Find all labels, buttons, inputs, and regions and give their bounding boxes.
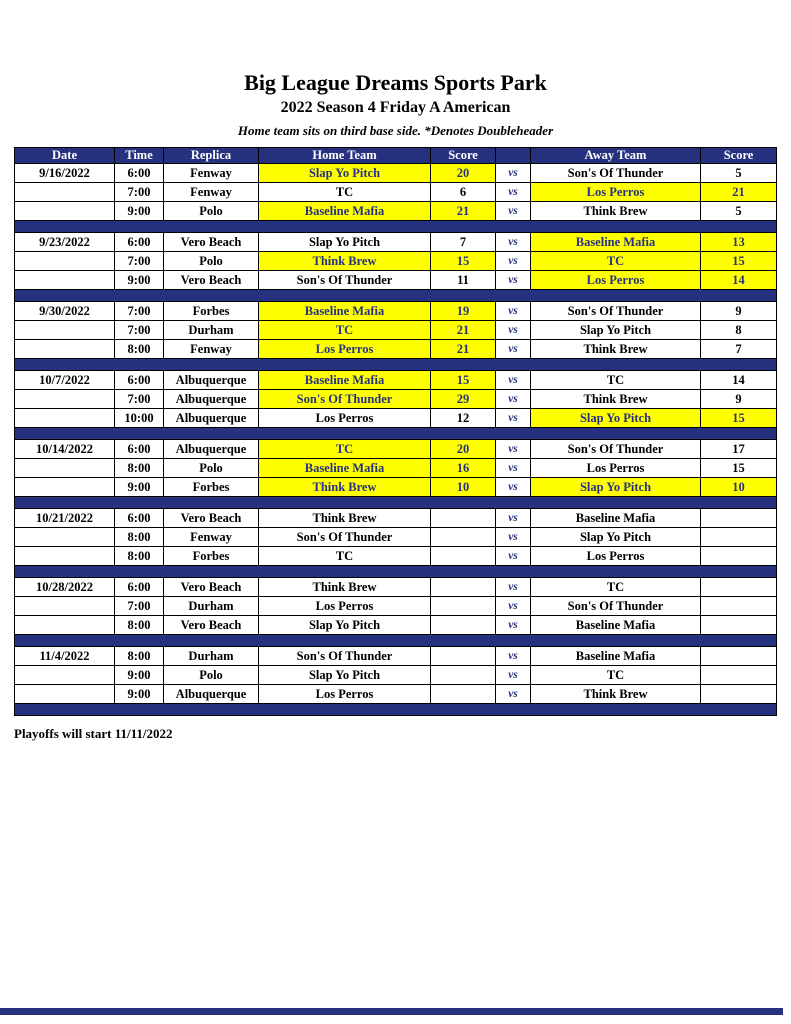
- home-score-cell: [431, 509, 496, 528]
- header-home-team: Home Team: [259, 148, 431, 164]
- week-separator: [15, 221, 777, 233]
- vs-cell: vs: [496, 233, 531, 252]
- away-score-cell: 17: [701, 440, 777, 459]
- home-team-cell: Slap Yo Pitch: [259, 164, 431, 183]
- week-separator: [15, 635, 777, 647]
- replica-cell: Durham: [164, 321, 259, 340]
- away-team-cell: Baseline Mafia: [531, 647, 701, 666]
- game-row: [15, 183, 777, 202]
- header-vs-spacer: [496, 148, 531, 164]
- time-cell: 6:00: [115, 164, 164, 183]
- away-score-cell: [701, 578, 777, 597]
- vs-cell: vs: [496, 183, 531, 202]
- header-row: [15, 148, 777, 164]
- time-cell: 8:00: [115, 459, 164, 478]
- game-row: [15, 321, 777, 340]
- home-team-cell: Think Brew: [259, 252, 431, 271]
- home-score-cell: 11: [431, 271, 496, 290]
- game-row: [15, 164, 777, 183]
- away-score-cell: 5: [701, 164, 777, 183]
- vs-cell: vs: [496, 252, 531, 271]
- away-score-cell: 13: [701, 233, 777, 252]
- bottom-divider-bar: [0, 1008, 783, 1015]
- game-row: [15, 685, 777, 704]
- away-team-cell: TC: [531, 371, 701, 390]
- date-cell: 10/7/2022: [15, 371, 115, 390]
- home-score-cell: 15: [431, 371, 496, 390]
- away-score-cell: [701, 666, 777, 685]
- date-cell: 9/16/2022: [15, 164, 115, 183]
- week-separator-bar: [15, 635, 777, 647]
- home-team-cell: Baseline Mafia: [259, 371, 431, 390]
- week-separator-bar: [15, 359, 777, 371]
- date-cell: [15, 616, 115, 635]
- header-away-score: Score: [701, 148, 777, 164]
- home-score-cell: 21: [431, 202, 496, 221]
- time-cell: 6:00: [115, 440, 164, 459]
- away-score-cell: 15: [701, 459, 777, 478]
- vs-cell: vs: [496, 459, 531, 478]
- game-row: [15, 271, 777, 290]
- time-cell: 9:00: [115, 202, 164, 221]
- away-team-cell: Slap Yo Pitch: [531, 478, 701, 497]
- vs-cell: vs: [496, 440, 531, 459]
- week-separator-bar: [15, 497, 777, 509]
- header-away-team: Away Team: [531, 148, 701, 164]
- home-team-cell: Baseline Mafia: [259, 302, 431, 321]
- date-cell: [15, 340, 115, 359]
- time-cell: 8:00: [115, 616, 164, 635]
- away-score-cell: 14: [701, 271, 777, 290]
- game-row: [15, 509, 777, 528]
- home-team-cell: Slap Yo Pitch: [259, 616, 431, 635]
- away-team-cell: Think Brew: [531, 202, 701, 221]
- time-cell: 7:00: [115, 597, 164, 616]
- week-separator-bar: [15, 704, 777, 716]
- vs-cell: vs: [496, 666, 531, 685]
- home-team-cell: Son's Of Thunder: [259, 390, 431, 409]
- week-separator: [15, 704, 777, 716]
- vs-cell: vs: [496, 528, 531, 547]
- home-score-cell: [431, 528, 496, 547]
- replica-cell: Albuquerque: [164, 409, 259, 428]
- game-row: [15, 578, 777, 597]
- home-score-cell: 19: [431, 302, 496, 321]
- vs-cell: vs: [496, 390, 531, 409]
- away-team-cell: Think Brew: [531, 340, 701, 359]
- away-team-cell: Think Brew: [531, 390, 701, 409]
- vs-cell: vs: [496, 685, 531, 704]
- date-cell: [15, 202, 115, 221]
- vs-cell: vs: [496, 616, 531, 635]
- replica-cell: Fenway: [164, 340, 259, 359]
- home-score-cell: 20: [431, 440, 496, 459]
- home-score-cell: 29: [431, 390, 496, 409]
- vs-cell: vs: [496, 302, 531, 321]
- vs-cell: vs: [496, 409, 531, 428]
- away-score-cell: 8: [701, 321, 777, 340]
- game-row: [15, 390, 777, 409]
- home-score-cell: [431, 647, 496, 666]
- header-home-score: Score: [431, 148, 496, 164]
- home-team-cell: Los Perros: [259, 340, 431, 359]
- replica-cell: Fenway: [164, 164, 259, 183]
- replica-cell: Polo: [164, 666, 259, 685]
- replica-cell: Polo: [164, 202, 259, 221]
- header-time: Time: [115, 148, 164, 164]
- away-score-cell: [701, 547, 777, 566]
- away-score-cell: 9: [701, 390, 777, 409]
- away-team-cell: Baseline Mafia: [531, 233, 701, 252]
- home-score-cell: [431, 578, 496, 597]
- time-cell: 6:00: [115, 233, 164, 252]
- away-score-cell: [701, 685, 777, 704]
- replica-cell: Vero Beach: [164, 616, 259, 635]
- date-cell: 10/28/2022: [15, 578, 115, 597]
- date-cell: [15, 409, 115, 428]
- date-cell: [15, 321, 115, 340]
- date-cell: [15, 597, 115, 616]
- away-score-cell: 5: [701, 202, 777, 221]
- date-cell: [15, 547, 115, 566]
- away-team-cell: Son's Of Thunder: [531, 302, 701, 321]
- week-separator: [15, 290, 777, 302]
- game-row: [15, 252, 777, 271]
- away-team-cell: TC: [531, 252, 701, 271]
- week-separator: [15, 566, 777, 578]
- home-team-cell: Son's Of Thunder: [259, 271, 431, 290]
- time-cell: 7:00: [115, 302, 164, 321]
- game-row: [15, 478, 777, 497]
- date-cell: 11/4/2022: [15, 647, 115, 666]
- away-team-cell: Slap Yo Pitch: [531, 409, 701, 428]
- away-team-cell: Son's Of Thunder: [531, 164, 701, 183]
- away-score-cell: 21: [701, 183, 777, 202]
- away-team-cell: Slap Yo Pitch: [531, 321, 701, 340]
- time-cell: 8:00: [115, 547, 164, 566]
- replica-cell: Polo: [164, 459, 259, 478]
- home-team-cell: TC: [259, 440, 431, 459]
- header-replica: Replica: [164, 148, 259, 164]
- replica-cell: Albuquerque: [164, 685, 259, 704]
- time-cell: 7:00: [115, 252, 164, 271]
- vs-cell: vs: [496, 578, 531, 597]
- home-score-cell: [431, 685, 496, 704]
- game-row: [15, 459, 777, 478]
- away-team-cell: Son's Of Thunder: [531, 440, 701, 459]
- replica-cell: Albuquerque: [164, 390, 259, 409]
- time-cell: 7:00: [115, 321, 164, 340]
- date-cell: 10/21/2022: [15, 509, 115, 528]
- home-team-cell: Los Perros: [259, 597, 431, 616]
- away-team-cell: Son's Of Thunder: [531, 597, 701, 616]
- date-cell: [15, 685, 115, 704]
- week-separator: [15, 428, 777, 440]
- home-team-cell: Slap Yo Pitch: [259, 233, 431, 252]
- replica-cell: Albuquerque: [164, 440, 259, 459]
- playoffs-note: Playoffs will start 11/11/2022: [14, 726, 173, 741]
- away-team-cell: Slap Yo Pitch: [531, 528, 701, 547]
- page-subtitle: 2022 Season 4 Friday A American: [280, 99, 511, 116]
- home-score-cell: [431, 547, 496, 566]
- away-score-cell: 15: [701, 252, 777, 271]
- away-score-cell: 7: [701, 340, 777, 359]
- away-score-cell: [701, 509, 777, 528]
- replica-cell: Forbes: [164, 478, 259, 497]
- game-row: [15, 616, 777, 635]
- game-row: [15, 547, 777, 566]
- away-score-cell: 14: [701, 371, 777, 390]
- date-cell: 9/30/2022: [15, 302, 115, 321]
- away-team-cell: Think Brew: [531, 685, 701, 704]
- week-separator-bar: [15, 566, 777, 578]
- time-cell: 8:00: [115, 340, 164, 359]
- home-score-cell: 21: [431, 321, 496, 340]
- replica-cell: Durham: [164, 597, 259, 616]
- time-cell: 7:00: [115, 390, 164, 409]
- game-row: [15, 440, 777, 459]
- vs-cell: vs: [496, 509, 531, 528]
- vs-cell: vs: [496, 547, 531, 566]
- replica-cell: Fenway: [164, 528, 259, 547]
- date-cell: [15, 459, 115, 478]
- game-row: [15, 597, 777, 616]
- time-cell: 9:00: [115, 666, 164, 685]
- home-team-cell: Think Brew: [259, 578, 431, 597]
- vs-cell: vs: [496, 597, 531, 616]
- time-cell: 10:00: [115, 409, 164, 428]
- home-score-cell: [431, 666, 496, 685]
- away-score-cell: [701, 647, 777, 666]
- away-score-cell: 9: [701, 302, 777, 321]
- schedule-body: [15, 164, 777, 716]
- away-team-cell: Los Perros: [531, 271, 701, 290]
- game-row: [15, 647, 777, 666]
- vs-cell: vs: [496, 321, 531, 340]
- date-cell: [15, 271, 115, 290]
- time-cell: 6:00: [115, 509, 164, 528]
- time-cell: 9:00: [115, 478, 164, 497]
- time-cell: 6:00: [115, 578, 164, 597]
- date-cell: [15, 252, 115, 271]
- date-cell: [15, 390, 115, 409]
- replica-cell: Vero Beach: [164, 509, 259, 528]
- home-team-cell: TC: [259, 183, 431, 202]
- week-separator-bar: [15, 290, 777, 302]
- game-row: [15, 666, 777, 685]
- home-team-cell: Think Brew: [259, 478, 431, 497]
- game-row: [15, 528, 777, 547]
- game-row: [15, 202, 777, 221]
- replica-cell: Fenway: [164, 183, 259, 202]
- home-score-cell: 15: [431, 252, 496, 271]
- week-separator-bar: [15, 428, 777, 440]
- week-separator: [15, 359, 777, 371]
- home-team-note: Home team sits on third base side. *Denotes Doubleheader: [237, 123, 554, 138]
- home-team-cell: Slap Yo Pitch: [259, 666, 431, 685]
- home-team-cell: TC: [259, 321, 431, 340]
- time-cell: 9:00: [115, 685, 164, 704]
- header-date: Date: [15, 148, 115, 164]
- vs-cell: vs: [496, 478, 531, 497]
- home-score-cell: [431, 616, 496, 635]
- vs-cell: vs: [496, 371, 531, 390]
- away-score-cell: [701, 528, 777, 547]
- date-cell: 9/23/2022: [15, 233, 115, 252]
- date-cell: 10/14/2022: [15, 440, 115, 459]
- away-team-cell: Baseline Mafia: [531, 509, 701, 528]
- game-row: [15, 371, 777, 390]
- away-team-cell: TC: [531, 666, 701, 685]
- game-row: [15, 340, 777, 359]
- home-team-cell: Son's Of Thunder: [259, 528, 431, 547]
- page-title: Big League Dreams Sports Park: [244, 70, 547, 95]
- time-cell: 8:00: [115, 528, 164, 547]
- replica-cell: Forbes: [164, 302, 259, 321]
- time-cell: 9:00: [115, 271, 164, 290]
- time-cell: 8:00: [115, 647, 164, 666]
- date-cell: [15, 666, 115, 685]
- home-team-cell: Think Brew: [259, 509, 431, 528]
- week-separator-bar: [15, 221, 777, 233]
- replica-cell: Vero Beach: [164, 271, 259, 290]
- home-team-cell: Son's Of Thunder: [259, 647, 431, 666]
- away-score-cell: [701, 616, 777, 635]
- date-cell: [15, 183, 115, 202]
- home-team-cell: Baseline Mafia: [259, 202, 431, 221]
- replica-cell: Polo: [164, 252, 259, 271]
- home-score-cell: 6: [431, 183, 496, 202]
- time-cell: 6:00: [115, 371, 164, 390]
- away-team-cell: Los Perros: [531, 459, 701, 478]
- home-score-cell: 21: [431, 340, 496, 359]
- replica-cell: Forbes: [164, 547, 259, 566]
- game-row: [15, 409, 777, 428]
- home-team-cell: Los Perros: [259, 409, 431, 428]
- home-score-cell: 7: [431, 233, 496, 252]
- away-score-cell: 15: [701, 409, 777, 428]
- replica-cell: Albuquerque: [164, 371, 259, 390]
- home-team-cell: Baseline Mafia: [259, 459, 431, 478]
- date-cell: [15, 528, 115, 547]
- away-team-cell: Baseline Mafia: [531, 616, 701, 635]
- away-team-cell: Los Perros: [531, 547, 701, 566]
- home-team-cell: TC: [259, 547, 431, 566]
- vs-cell: vs: [496, 202, 531, 221]
- home-score-cell: 20: [431, 164, 496, 183]
- vs-cell: vs: [496, 647, 531, 666]
- home-score-cell: 10: [431, 478, 496, 497]
- home-score-cell: 16: [431, 459, 496, 478]
- home-score-cell: 12: [431, 409, 496, 428]
- home-team-cell: Los Perros: [259, 685, 431, 704]
- game-row: [15, 233, 777, 252]
- week-separator: [15, 497, 777, 509]
- away-score-cell: [701, 597, 777, 616]
- away-score-cell: 10: [701, 478, 777, 497]
- schedule-table: [14, 147, 777, 716]
- time-cell: 7:00: [115, 183, 164, 202]
- away-team-cell: TC: [531, 578, 701, 597]
- vs-cell: vs: [496, 340, 531, 359]
- replica-cell: Durham: [164, 647, 259, 666]
- vs-cell: vs: [496, 164, 531, 183]
- replica-cell: Vero Beach: [164, 578, 259, 597]
- date-cell: [15, 478, 115, 497]
- home-score-cell: [431, 597, 496, 616]
- away-team-cell: Los Perros: [531, 183, 701, 202]
- vs-cell: vs: [496, 271, 531, 290]
- game-row: [15, 302, 777, 321]
- replica-cell: Vero Beach: [164, 233, 259, 252]
